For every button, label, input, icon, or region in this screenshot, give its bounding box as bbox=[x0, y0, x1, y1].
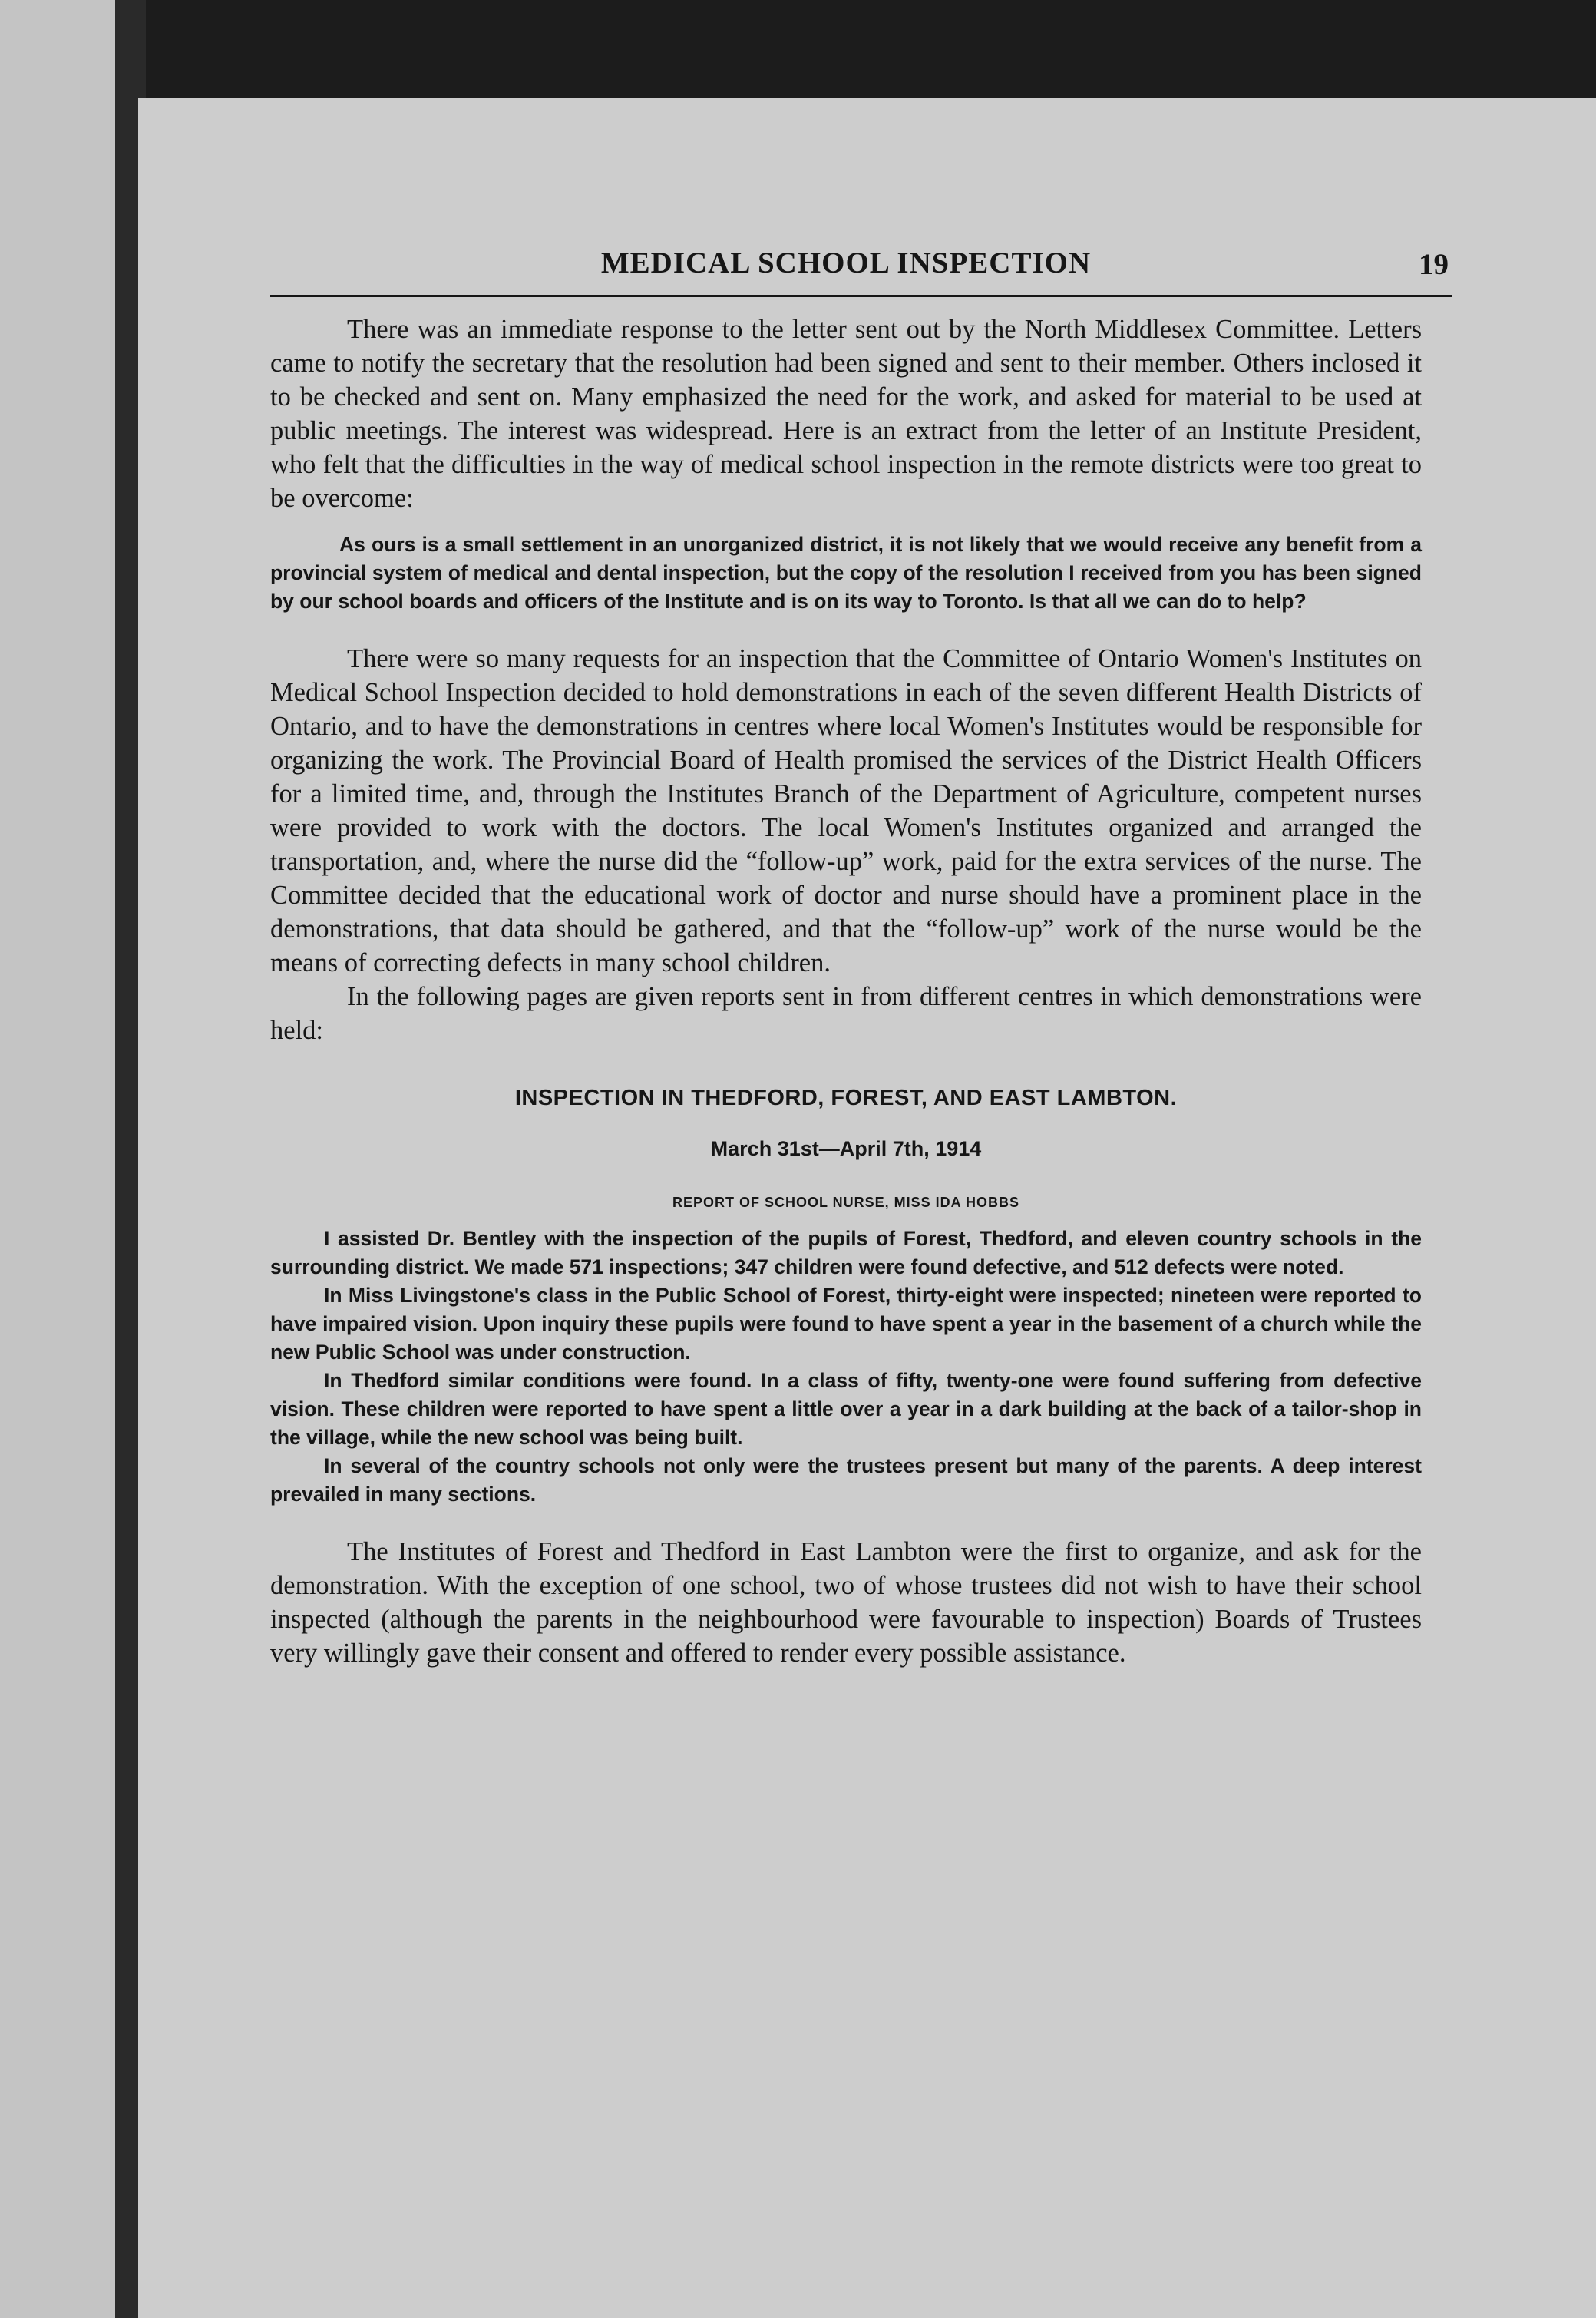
running-head: MEDICAL SCHOOL INSPECTION bbox=[600, 246, 1092, 279]
report-heading: REPORT OF SCHOOL NURSE, MISS IDA HOBBS bbox=[672, 1195, 1020, 1210]
report-paragraph: In Thedford similar conditions were found. In a class of fifty, twenty-one were found suffering from defective vision. These children were reported to have spent a little over a year in a dark building at the back of a tailor-shop in the village, while the new school was being built. bbox=[270, 1369, 1422, 1449]
adjacent-page-edge bbox=[0, 0, 134, 2318]
page-header bbox=[270, 246, 1449, 292]
section-date: March 31st—April 7th, 1914 bbox=[710, 1137, 982, 1160]
page-number: 19 bbox=[1419, 248, 1449, 281]
report-paragraph: In Miss Livingstone's class in the Public School of Forest, thirty-eight were inspected; nineteen were reported to have impaired vision. Upon inquiry these pupils were found to have spent a year in the basement of a church while the new Public School was under construction. bbox=[270, 1284, 1422, 1364]
scanned-page bbox=[138, 98, 1596, 2318]
closing-paragraph: The Institutes of Forest and Thedford in East Lambton were the first to organize, and ask for the demonstration. With the exception of one school, two of whose trustees did not wish to have their school inspected (although the parents in the neighbourhood were favourable to inspection) Boards of Trustees very willingly gave their consent and offered to render every possible assistance. bbox=[270, 1537, 1422, 1668]
section-title: INSPECTION IN THEDFORD, FOREST, AND EAST LAMBTON. bbox=[514, 1086, 1178, 1110]
body-paragraph: There were so many requests for an inspection that the Committee of Ontario Women's Institutes on Medical School Inspection decided to hold demonstrations in each of the seven different Health Districts of Ontario, and to have the demonstrations in centres where local Women's Institutes would be responsible for organizing the work. The Provincial Board of Health promised the services of the District Health Officers for a limited time, and, through the Institutes Branch of the Department of Agriculture, competent nurses were provided to work with the doctors. The local Women's Institutes organized and arranged the transportation, and, where the nurse did the “follow-up” work, paid for the extra services of the nurse. The Committee decided that the educational work of doctor and nurse should have a prominent place in the demonstrations, that data should be gathered, and that the “follow-up” work of the nurse would be the means of correcting defects in many school children. bbox=[270, 644, 1422, 977]
page-content bbox=[270, 246, 1449, 1670]
quoted-extract: As ours is a small settlement in an unorganized district, it is not likely that we would receive any benefit from a provincial system of medical and dental inspection, but the copy of the resolution I received from you has been signed by our school boards and officers of the Institute and is on its way to Toronto. Is that all we can do to help? bbox=[270, 533, 1422, 613]
report-paragraph: In several of the country schools not only were the trustees present but many of the parents. A deep interest prevailed in many sections. bbox=[270, 1454, 1422, 1506]
report-paragraph: I assisted Dr. Bentley with the inspection of the pupils of Forest, Thedford, and eleven country schools in the surrounding district. We made 571 inspections; 347 children were found defective, and 512 defects were noted. bbox=[270, 1227, 1422, 1278]
header-rule bbox=[270, 295, 1452, 297]
body-paragraph: In the following pages are given reports sent in from different centres in which demonstrations were held: bbox=[270, 982, 1422, 1045]
body-paragraph: There was an immediate response to the letter sent out by the North Middlesex Committee. Letters came to notify the secretary that the resolution had been signed and sent to their member. Others inclosed it to be checked and sent on. Many emphasized the need for the work, and asked for material to be used at public meetings. The interest was widespread. Here is an extract from the letter of an Institute President, who felt that the difficulties in the way of medical school inspection in the remote districts were too great to be overcome: bbox=[270, 315, 1422, 513]
